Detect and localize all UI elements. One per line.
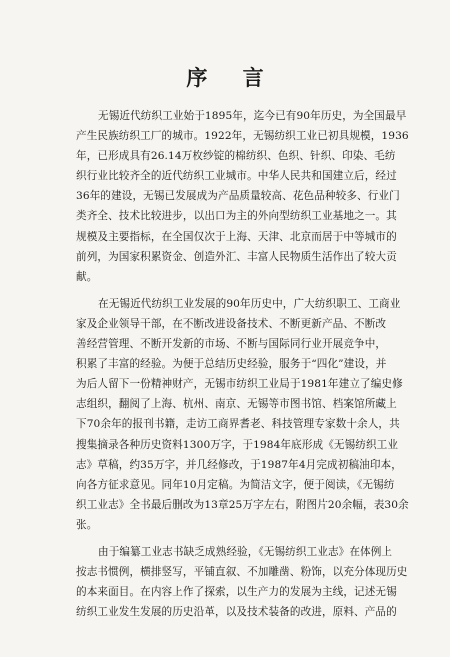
text-line: 36年的建设，无锡已发展成为产品质量较高、花色品种较多、行业门 <box>76 190 400 203</box>
paragraph-3 <box>76 542 408 622</box>
text-line: 由于编纂工业志书缺乏成熟经验，《无锡纺织工业志》在体例上 <box>98 545 393 558</box>
text-line: 善经营管理、不断开发新的市场、不断与国际同行业开展竞争中， <box>76 338 387 351</box>
text-line: 织工业志》全书最后删改为13章25万字左右，附图片20余幅，表30余 <box>76 498 409 511</box>
document-body <box>76 106 409 622</box>
text-line: 向各方征求意见。同年10月定稿。为简洁文字，便于阅读，《无锡纺 <box>76 478 395 491</box>
text-line: 类齐全、技术比较进步，以出口为主的外向型纺织工业基地之一。其 <box>76 210 397 223</box>
text-line: 按志书惯例，横排竖写，平铺直叙、不加雕凿、粉饰，以充分体现历史 <box>76 566 408 579</box>
text-line: 志组织，翻阅了上海、杭州、南京、无锡等市图书馆、档案馆所藏上 <box>76 398 397 411</box>
paragraph-2 <box>76 294 409 535</box>
text-line: 纺织工业发生发展的历史沿革，以及技术装备的改进，原料、产品的 <box>76 606 397 619</box>
text-line: 无锡近代纺织工业始于1895年，迄今已有90年历史，为全国最早 <box>98 110 407 122</box>
text-line: 积累了丰富的经验。为便于总结历史经验，服务于“四化”建设，并 <box>76 358 387 371</box>
text-line: 前列，为国家积累资金、创造外汇、丰富人民物质生活作出了较大贡 <box>76 250 397 263</box>
text-line: 下70余年的报刊书籍，走访工商界耆老、科技管理专家数十余人，共 <box>76 418 400 431</box>
text-line: 在无锡近代纺织工业发展的90年历史中，广大纺织职工、工商业 <box>98 297 401 310</box>
text-line: 志》草稿，约35万字，并几经修改，于1987年4月完成初稿油印本， <box>76 458 402 471</box>
page-title: 序 言 <box>186 65 278 90</box>
text-line: 献。 <box>76 270 98 283</box>
text-line: 产生民族纺织工厂的城市。1922年，无锡纺织工业已初具规模，1936 <box>76 130 409 143</box>
text-line: 年，已形成具有26.14万枚纱锭的棉纺织、色织、针织、印染、毛纺 <box>76 150 396 163</box>
text-line: 织行业比较齐全的近代纺织工业城市。中华人民共和国建立后，经过 <box>76 170 397 183</box>
text-line: 为后人留下一份精神财产，无锡市纺织工业局于1981年建立了编史修 <box>76 378 403 391</box>
text-line: 规模及主要指标，在全国仅次于上海、天津、北京而居于中等城市的 <box>76 230 397 243</box>
text-line: 张。 <box>76 518 98 531</box>
text-line: 搜集摘录各种历史资料1300万字，于1984年底形成《无锡纺织工业 <box>76 438 399 451</box>
text-line: 的本来面目。在内容上作了探索，以生产力的发展为主线，记述无锡 <box>76 586 397 599</box>
paragraph-1 <box>76 106 409 287</box>
text-line: 家及企业领导干部，在不断改进设备技术、不断更新产品、不断改 <box>76 317 387 330</box>
